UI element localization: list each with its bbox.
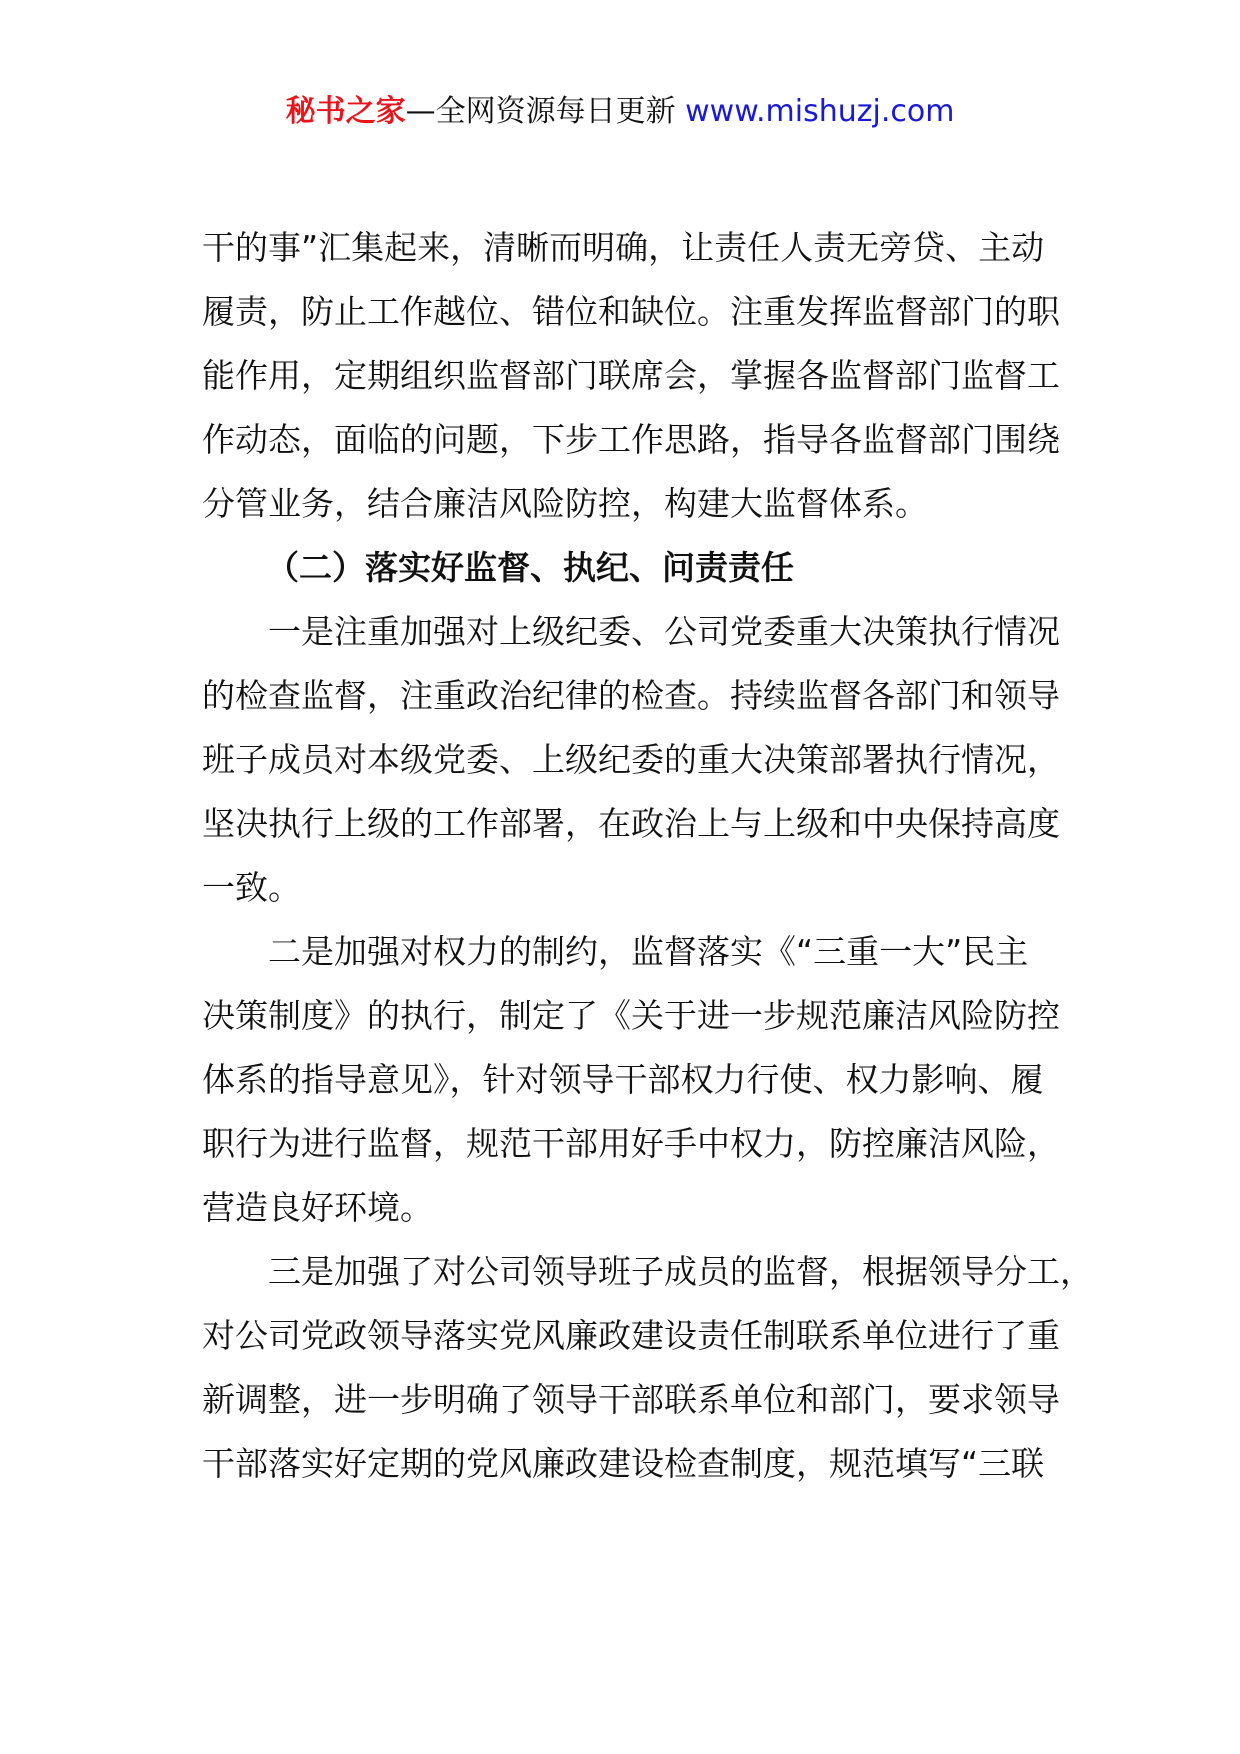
paragraph-line: 营造良好环境。: [202, 1188, 433, 1227]
paragraph-line: 一是注重加强对上级纪委、公司党委重大决策执行情况: [268, 612, 1060, 651]
paragraph-line: 的检查监督，注重政治纪律的检查。持续监督各部门和领导: [202, 676, 1060, 715]
paragraph-line: 干部落实好定期的党风廉政建设检查制度，规范填写“三联: [202, 1444, 1045, 1483]
website-link[interactable]: www.mishuzj.com: [685, 94, 955, 129]
header-slogan: —全网资源每日更新: [405, 94, 686, 129]
section-heading: （二）落实好监督、执纪、问责责任: [266, 548, 794, 587]
paragraph-line: 决策制度》的执行，制定了《关于进一步规范廉洁风险防控: [202, 996, 1060, 1035]
paragraph-line: 一致。: [202, 868, 301, 907]
paragraph-line: 干的事”汇集起来，清晰而明确，让责任人责无旁贷、主动: [202, 228, 1045, 267]
paragraph-line: 体系的指导意见》，针对领导干部权力行使、权力影响、履: [202, 1060, 1044, 1099]
paragraph-line: 三是加强了对公司领导班子成员的监督，根据领导分工，: [268, 1252, 1093, 1291]
paragraph-line: 作动态，面临的问题，下步工作思路，指导各监督部门围绕: [202, 420, 1060, 459]
paragraph-line: 职行为进行监督，规范干部用好手中权力，防控廉洁风险，: [202, 1124, 1060, 1163]
paragraph-line: 履责，防止工作越位、错位和缺位。注重发挥监督部门的职: [202, 292, 1060, 331]
paragraph-line: 班子成员对本级党委、上级纪委的重大决策部署执行情况，: [202, 740, 1060, 779]
paragraph-line: 二是加强对权力的制约，监督落实《“三重一大”民主: [268, 932, 1029, 971]
page-header: [0, 92, 1240, 132]
paragraph-line: 能作用，定期组织监督部门联席会，掌握各监督部门监督工: [202, 356, 1060, 395]
paragraph-line: 坚决执行上级的工作部署，在政治上与上级和中央保持高度: [202, 804, 1060, 843]
paragraph-line: 对公司党政领导落实党风廉政建设责任制联系单位进行了重: [202, 1316, 1060, 1355]
brand-name: 秘书之家: [285, 94, 406, 129]
paragraph-line: 新调整，进一步明确了领导干部联系单位和部门，要求领导: [202, 1380, 1060, 1419]
paragraph-line: 分管业务，结合廉洁风险防控，构建大监督体系。: [202, 484, 928, 523]
